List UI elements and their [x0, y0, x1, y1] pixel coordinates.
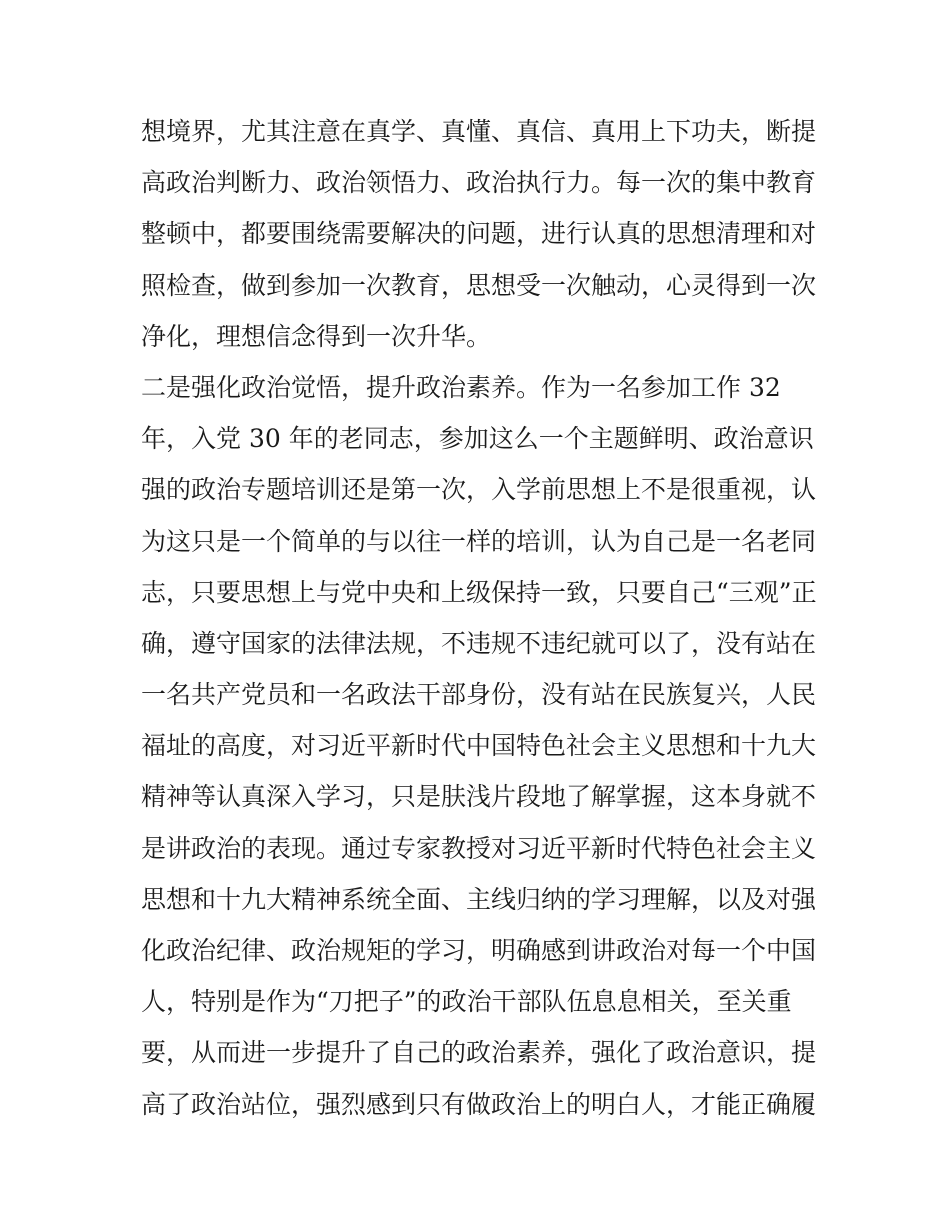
text-line: 年，入党 30 年的老同志，参加这么一个主题鲜明、政治意识 [141, 424, 814, 454]
text-line: 净化，理想信念得到一次升华。 [141, 321, 492, 351]
text-line: 福址的高度，对习近平新时代中国特色社会主义思想和十九大 [141, 731, 817, 761]
text-line: 思想和十九大精神系统全面、主线归纳的学习理解，以及对强 [141, 884, 817, 914]
text-line: 确，遵守国家的法律法规，不违规不违纪就可以了，没有站在 [141, 628, 817, 658]
text-line: 想境界，尤其注意在真学、真懂、真信、真用上下功夫，断提 [141, 117, 817, 146]
text-line: 是讲政治的表现。通过专家教授对习近平新时代特色社会主义 [141, 833, 817, 863]
text-line: 化政治纪律、政治规矩的学习，明确感到讲政治对每一个中国 [141, 936, 817, 965]
text-line: 志，只要思想上与党中央和上级保持一致，只要自己“三观”正 [141, 577, 817, 607]
body-text [141, 106, 821, 1130]
text-line: 整顿中，都要围绕需要解决的问题，进行认真的思想清理和对 [141, 219, 817, 249]
text-line: 高政治判断力、政治领悟力、政治执行力。每一次的集中教育 [141, 168, 817, 198]
text-line: 要，从而进一步提升了自己的政治素养，强化了政治意识，提 [141, 1038, 817, 1068]
paragraph-start-line: 二是强化政治觉悟，提升政治素养。作为一名参加工作 32 [141, 372, 781, 402]
text-line: 一名共产党员和一名政法干部身份，没有站在民族复兴，人民 [141, 680, 817, 710]
text-line: 精神等认真深入学习，只是肤浅片段地了解掌握，这本身就不 [141, 782, 817, 812]
text-line: 强的政治专题培训还是第一次，入学前思想上不是很重视，认 [141, 475, 817, 505]
text-line: 照检查，做到参加一次教育，思想受一次触动，心灵得到一次 [141, 270, 817, 300]
text-line: 高了政治站位，强烈感到只有做政治上的明白人，才能正确履 [141, 1089, 817, 1119]
text-line: 为这只是一个简单的与以往一样的培训，认为自己是一名老同 [141, 526, 817, 556]
text-line: 人，特别是作为“刀把子”的政治干部队伍息息相关，至关重 [141, 987, 792, 1017]
